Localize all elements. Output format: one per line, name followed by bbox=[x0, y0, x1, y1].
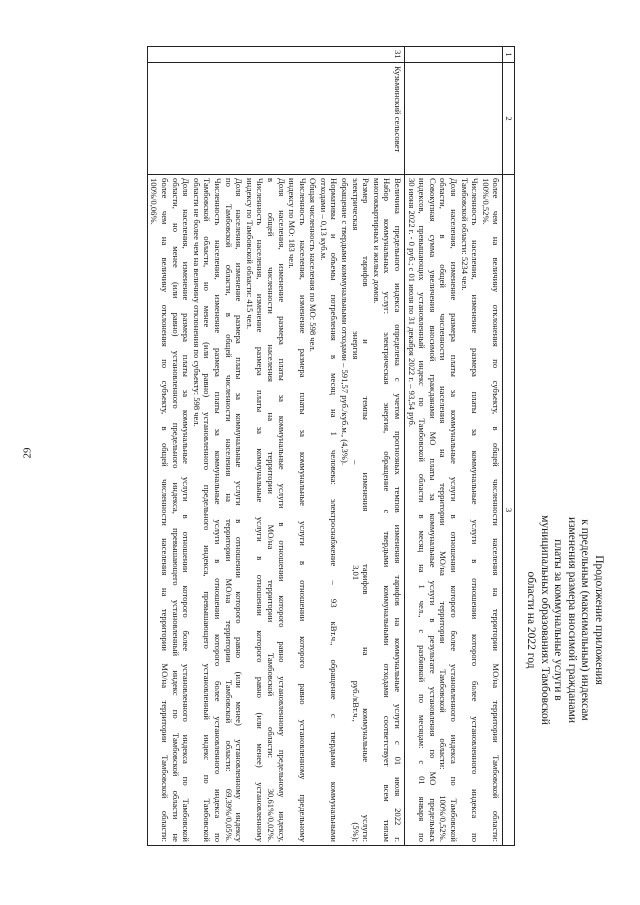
heading-line: платы за коммунальные услуги в bbox=[552, 539, 565, 701]
description-line: области, но менее (или равно) установленного предельного индекса, превышающего установленный индекс по Тамбовской области не bbox=[170, 178, 181, 842]
description-line: Величина предельного индекса определена с учетом прогнозных темпов изменения тарифов на коммунальные услуги с 01 июля 2022 г. bbox=[393, 178, 404, 842]
row-description bbox=[147, 175, 404, 846]
description-line: Численность населения, изменение размера платы за коммунальные услуги в отношении которого равно установленному предельному bbox=[297, 178, 308, 842]
row-description bbox=[405, 175, 503, 846]
appendix-heading bbox=[524, 400, 605, 840]
description-line: Численность населения, изменение размера платы за коммунальные услуги в отношении которого более установленного индекса по bbox=[212, 178, 223, 842]
description-line: Набор коммунальных услуг: электрическая энергия, обращение с твердыми коммунальными отходами соответствует всем типам bbox=[382, 178, 393, 842]
description-line: Общая численность населения по МО: 598 чел. bbox=[308, 178, 319, 352]
heading-line: области на 2022 год bbox=[525, 571, 538, 669]
description-line: 100%/0,06%. bbox=[149, 178, 160, 225]
heading-line: изменения размера вносимой гражданами bbox=[566, 516, 578, 724]
description-line: обращение с твердыми коммунальными отходами – 591,57 руб./куб.м., (4,3%). bbox=[340, 178, 351, 465]
description-line: Нормативы и объемы потребления в месяц на 1 человека: электроснабжение – 93 кВт.ч., обращение с твердыми коммунальными bbox=[329, 178, 340, 842]
description-line: Тамбовской области: 5234 чел. bbox=[459, 178, 470, 291]
description-line: индексу по Тамбовской области: 415 чел. bbox=[244, 178, 255, 329]
description-line: отходами – 0,13 куб.м. bbox=[318, 178, 329, 261]
table-row bbox=[405, 47, 503, 846]
description-line: Совокупная сумма увеличения вносимой гражданами МО платы за коммунальные услуги в результате установления по МО предельных bbox=[427, 178, 438, 842]
description-line: индексу по МО: 183 чел. bbox=[287, 178, 298, 269]
heading-line: к предельным (максимальным) индексам bbox=[579, 519, 592, 721]
description-line: более чем на величину отклонения по субъекту, в общей численности населения на территории МО/на территории Тамбовской области: bbox=[160, 178, 170, 842]
index-table bbox=[147, 46, 515, 846]
description-line: 100%/0,52%. bbox=[480, 178, 491, 225]
description-line: индексов, превышающих установленный индекс по Тамбовской области в месяц на 1 чел., с разбивкой по месяцам: с 01 января по bbox=[417, 178, 428, 842]
description-line: Численность населения, изменение размера платы за коммунальные услуги в отношении которого равно (или менее) установленному bbox=[255, 178, 266, 842]
description-line: более чем на величину отклонения по субъекту, в общей численности населения на территории МО/на территории Тамбовской области: bbox=[491, 178, 502, 842]
header-cell-1: 1 bbox=[503, 47, 515, 63]
municipality-name: Кузьминский сельсовет bbox=[147, 63, 404, 175]
table-header-row bbox=[503, 47, 515, 846]
description-line: области, в общей численности населения на территории МО/на территории Тамбовской области: 100%/0,52%. bbox=[438, 178, 449, 842]
description-line: многоквартирных и жилых домов. bbox=[371, 178, 382, 304]
description-line: Доля населения, изменение размера платы за коммунальные услуги в отношении которого более установленного индекса по Тамбовской bbox=[449, 178, 460, 842]
description-line: области не более чем на величину отклонения по субъекту: 598 чел. bbox=[191, 178, 202, 427]
description-line: Численность населения, изменение размера платы за коммунальные услуги в отношении которого более установленного индекса по bbox=[470, 178, 481, 842]
header-cell-3: 3 bbox=[503, 175, 515, 846]
description-line: Доля населения, изменение размера платы за коммунальные услуги в отношении которого равно установленному предельному индексу, bbox=[276, 178, 287, 842]
description-line: по Тамбовской области, в общей численности населения на территории МО/на территории Тамбовской области: 69,39%/0,05%. bbox=[223, 178, 234, 842]
row-number: 31 bbox=[147, 47, 404, 63]
row-number bbox=[405, 47, 503, 63]
description-line: Доля населения, изменение размера платы за коммунальные услуги в отношении которого более установленного индекса по Тамбовской bbox=[181, 178, 192, 842]
description-line: Тамбовской области, но менее (или равно) установленного предельного индекса, превышающего установленный индекс по Тамбовской bbox=[202, 178, 213, 842]
description-line: электрическая энергия – 3,01 руб./кВт.ч., (5%); bbox=[350, 178, 361, 842]
description-line: Размер тарифов и темпы изменения тарифов на коммунальные услуги: bbox=[361, 178, 372, 842]
heading-line: муниципальных образованиях Тамбовской bbox=[539, 515, 551, 725]
description-line: Доля населения, изменение размера платы за коммунальные услуги в отношении которого равно (или менее) установленному индексу bbox=[234, 178, 245, 842]
header-cell-2: 2 bbox=[503, 63, 515, 175]
description-line: 30 июня 2022 г. - 0 руб.; с 01 июля по 31 декабря 2022 г. – 93,54 руб. bbox=[406, 178, 417, 428]
description-line: в общей численности населения на территории МО/на территории Тамбовской области: 30,61%/0,02%. bbox=[265, 178, 276, 842]
table-row bbox=[147, 47, 404, 846]
page-number: 29 bbox=[21, 447, 33, 458]
rotated-page bbox=[105, 20, 605, 870]
heading-line: Продолжение приложения bbox=[593, 555, 605, 685]
municipality-name bbox=[405, 63, 503, 175]
